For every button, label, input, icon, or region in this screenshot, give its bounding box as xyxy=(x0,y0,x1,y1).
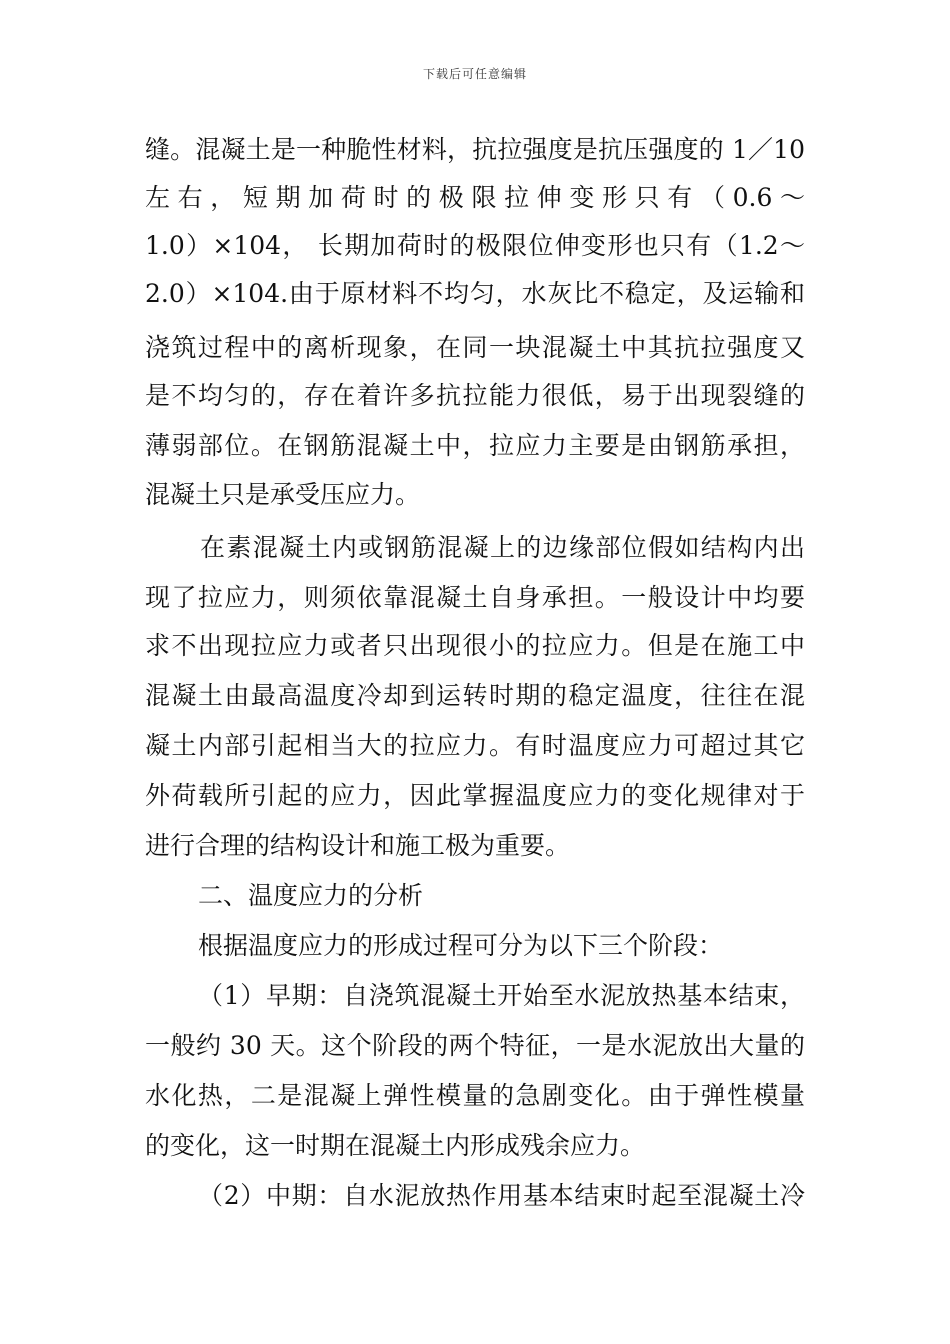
text-line: 现了拉应力，则须依靠混凝土自身承担。一般设计中均要 xyxy=(145,583,805,612)
text-line: 缝。混凝土是一种脆性材料，抗拉强度是抗压强度的 1／10 xyxy=(145,135,805,164)
text-line: 左右，短期加荷时的极限拉伸变形只有（0.6～ xyxy=(145,183,805,212)
text-line: 外荷载所引起的应力，因此掌握温度应力的变化规律对于 xyxy=(145,781,805,810)
text-line: （2）中期：自水泥放热作用基本结束时起至混凝土冷 xyxy=(198,1181,805,1210)
text-line: 混凝土由最高温度冷却到运转时期的稳定温度，往往在混 xyxy=(145,681,805,710)
text-line: 根据温度应力的形成过程可分为以下三个阶段： xyxy=(198,931,724,960)
page-header: 下载后可任意编辑 xyxy=(422,67,527,81)
text-line: 1.0）×104， 长期加荷时的极限位伸变形也只有（1.2～ xyxy=(145,231,805,260)
text-line: 凝土内部引起相当大的拉应力。有时温度应力可超过其它 xyxy=(145,731,805,760)
text-line: 是不均匀的，存在着许多抗拉能力很低，易于出现裂缝的 xyxy=(145,381,805,410)
text-line: 薄弱部位。在钢筋混凝土中，拉应力主要是由钢筋承担， xyxy=(145,431,805,460)
text-line: 的变化，这一时期在混凝土内形成残余应力。 xyxy=(145,1131,646,1160)
text-line: （1）早期：自浇筑混凝土开始至水泥放热基本结束， xyxy=(198,981,805,1010)
section-heading: 二、温度应力的分析 xyxy=(198,881,424,910)
text-line: 2.0）×104.由于原材料不均匀，水灰比不稳定，及运输和 xyxy=(145,279,805,308)
text-line: 一般约 30 天。这个阶段的两个特征，一是水泥放出大量的 xyxy=(145,1031,805,1060)
text-line: 在素混凝土内或钢筋混凝上的边缘部位假如结构内出 xyxy=(200,533,805,562)
text-line: 进行合理的结构设计和施工极为重要。 xyxy=(145,831,571,860)
text-line: 混凝土只是承受压应力。 xyxy=(145,480,421,509)
text-line: 水化热，二是混凝上弹性模量的急剧变化。由于弹性模量 xyxy=(145,1081,805,1110)
text-line: 求不出现拉应力或者只出现很小的拉应力。但是在施工中 xyxy=(145,631,805,660)
text-line: 浇筑过程中的离析现象，在同一块混凝土中其抗拉强度又 xyxy=(145,333,805,362)
